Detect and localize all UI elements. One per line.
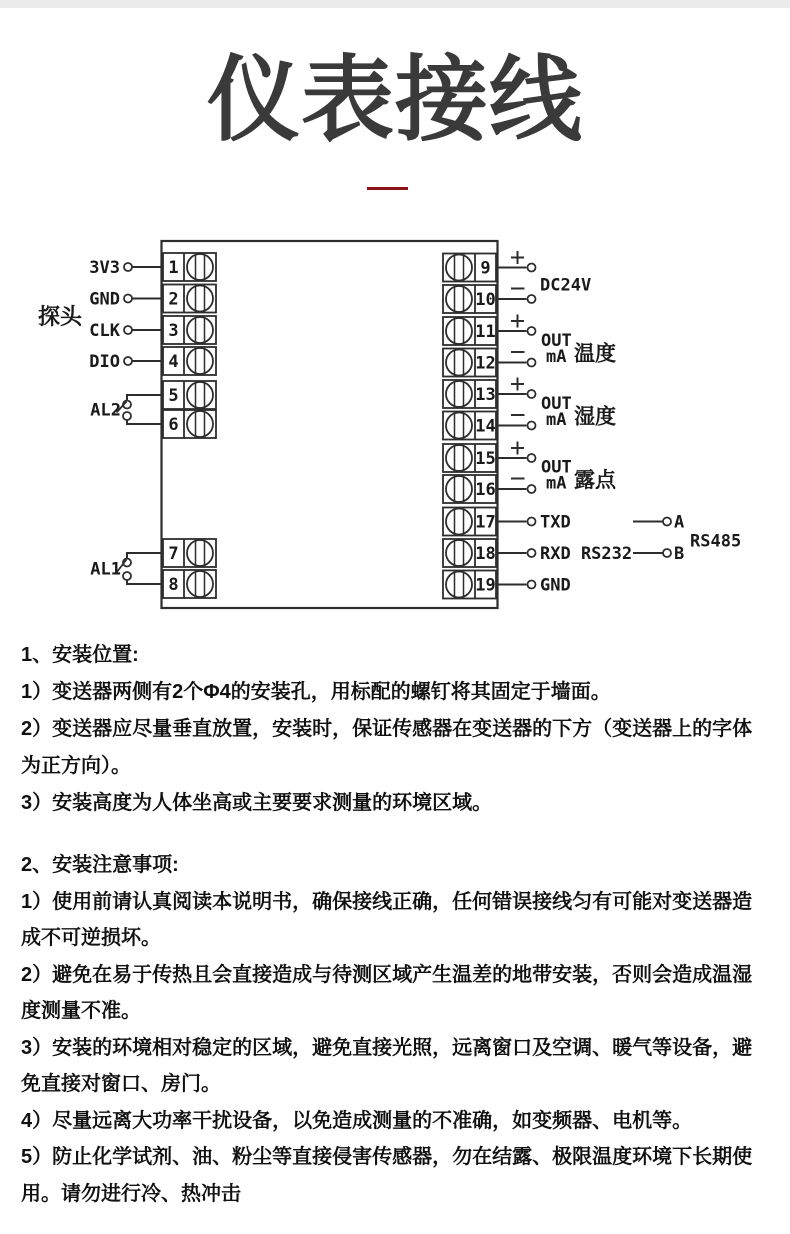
- section-item: 5）防止化学试剂、油、粉尘等直接侵害传感器，勿在结露、极限温度环境下长期使用。请勿进行冷、热冲击: [21, 1146, 753, 1205]
- section-item: 3）安装高度为人体坐高或主要要求测量的环境区域。: [21, 792, 493, 814]
- section-item: 4）尽量远离大功率干扰设备，以免造成测量的不准确，如变频器、电机等。: [21, 1109, 693, 1132]
- probe-pin-label: CLK: [89, 321, 120, 341]
- probe-wire-node-icon: [124, 295, 132, 303]
- serial-pin-label: RXD RS232: [540, 544, 633, 564]
- serial-pin-label: TXD: [540, 512, 571, 533]
- terminal-number: 11: [475, 322, 496, 342]
- output-wire-node-icon: [528, 422, 536, 430]
- terminal-number: 9: [480, 258, 491, 279]
- alarm-label: AL2: [90, 400, 121, 421]
- section-item: 2）避免在易于传热且会直接造成与待测区域产生温差的地带安装，否则会造成温湿度测量不准。: [21, 963, 753, 1022]
- probe-wire-node-icon: [124, 326, 132, 334]
- terminal-number: 16: [475, 480, 496, 500]
- probe-pin-label: 3V3: [89, 258, 120, 278]
- alarm-bracket: [127, 395, 163, 401]
- section-item: 3）安装的环境相对稳定的区域，避免直接光照，远离窗口及空调、暖气等设备，避免直接对窗口、房门。: [21, 1036, 753, 1095]
- output-name-label: 湿度: [574, 405, 616, 429]
- alarm-contact-icon: [123, 412, 131, 420]
- section-heading: 2、安装注意事项:: [21, 854, 179, 876]
- output-wire-node-icon: [528, 264, 536, 272]
- alarm-contact-icon: [123, 572, 131, 580]
- output-unit-label: mA: [546, 473, 567, 494]
- section-install-notes: [21, 847, 771, 1212]
- terminal-number: 17: [475, 512, 496, 533]
- probe-wire-node-icon: [124, 357, 132, 365]
- terminal-number: 14: [475, 416, 496, 437]
- terminal-number: 10: [475, 290, 496, 310]
- terminal-number: 6: [168, 415, 179, 435]
- output-name-label: 温度: [574, 342, 616, 366]
- page-title: 仪表接线: [207, 48, 583, 152]
- output-type-label: OUT: [541, 393, 572, 414]
- rs485-a-label: A: [674, 512, 685, 533]
- output-wire-node-icon: [528, 327, 536, 335]
- output-wire-node-icon: [528, 454, 536, 462]
- output-type-label: OUT: [541, 457, 572, 478]
- alarm-label: AL1: [90, 559, 121, 580]
- output-unit-label: mA: [546, 346, 567, 367]
- output-wire-node-icon: [528, 581, 536, 589]
- serial-pin-label: GND: [540, 575, 571, 596]
- output-wire-node-icon: [528, 518, 536, 526]
- terminal-number: 1: [168, 258, 179, 278]
- terminal-number: 5: [168, 386, 179, 406]
- terminal-number: 15: [475, 449, 496, 469]
- output-wire-node-icon: [528, 390, 536, 398]
- rs485-b-label: B: [674, 544, 685, 564]
- rs485-node-icon: [663, 518, 671, 526]
- output-type-label: OUT: [541, 330, 572, 351]
- section-item: 1）变送器两侧有2个Φ4的安装孔，用标配的螺钉将其固定于墙面。: [21, 681, 611, 703]
- output-wire-node-icon: [528, 549, 536, 557]
- terminal-number: 13: [475, 385, 496, 405]
- probe-wire-node-icon: [124, 263, 132, 271]
- terminal-number: 4: [168, 352, 179, 372]
- output-wire-node-icon: [528, 485, 536, 493]
- output-name-label: 露点: [574, 469, 616, 492]
- output-wire-node-icon: [528, 359, 536, 367]
- alarm-bracket: [127, 420, 163, 424]
- rs485-node-icon: [663, 549, 671, 557]
- probe-label: 探头: [38, 304, 83, 329]
- output-wire-node-icon: [528, 295, 536, 303]
- terminal-number: 12: [475, 353, 496, 374]
- output-unit-label: mA: [546, 409, 567, 430]
- section-item: 1）使用前请认真阅读本说明书，确保接线正确，任何错误接线匀有可能对变送器造成不可逆损坏。: [21, 890, 753, 949]
- terminal-number: 8: [168, 575, 179, 595]
- alarm-bracket: [127, 553, 163, 559]
- probe-pin-label: DIO: [89, 352, 120, 372]
- terminal-number: 18: [475, 544, 496, 564]
- probe-pin-label: GND: [89, 289, 120, 310]
- section-heading: 1、安装位置:: [21, 644, 139, 666]
- rs485-label: RS485: [690, 531, 742, 552]
- alarm-bracket: [127, 580, 163, 584]
- terminal-number: 2: [168, 289, 179, 310]
- terminal-number: 7: [168, 544, 179, 564]
- power-label: DC24V: [540, 275, 592, 296]
- section-install-position: [21, 637, 771, 822]
- section-item: 2）变送器应尽量垂直放置，安装时，保证传感器在变送器的下方（变送器上的字体为正方向）。: [21, 718, 753, 777]
- terminal-number: 3: [168, 321, 179, 341]
- terminal-number: 19: [475, 575, 496, 596]
